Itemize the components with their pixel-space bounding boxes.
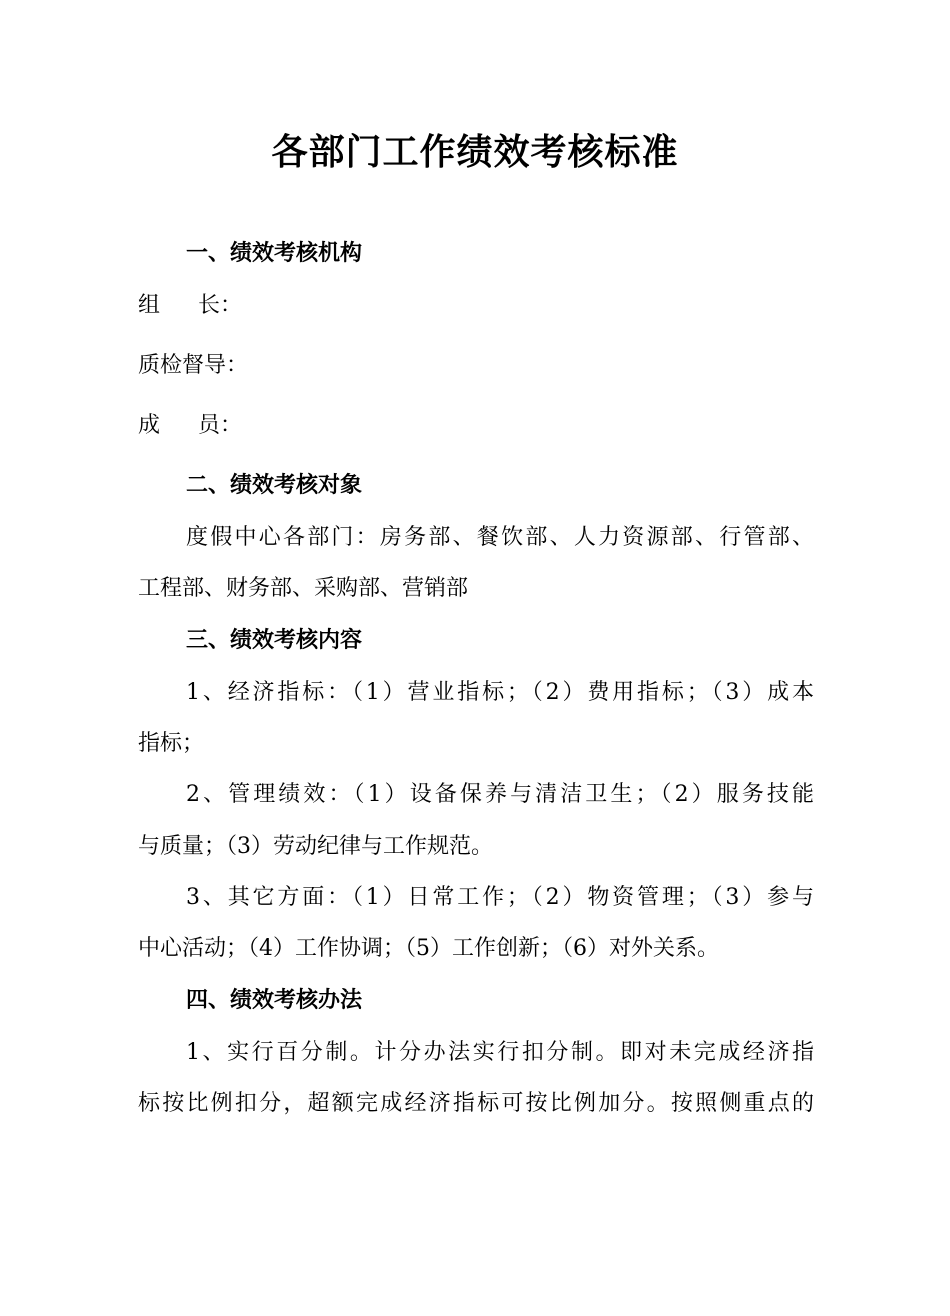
field-label-part: 成 xyxy=(138,413,199,438)
field-colon: ： xyxy=(220,293,243,318)
field-label: 质检督导 xyxy=(138,353,227,378)
paragraph-line: 标按比例扣分，超额完成经济指标可按比例加分。按照侧重点的 xyxy=(138,1091,814,1116)
field-label-part: 组 xyxy=(138,293,199,318)
paragraph-line: 工程部、财务部、采购部、营销部 xyxy=(138,576,469,601)
field-colon: ： xyxy=(220,413,243,438)
section-heading-method: 四、绩效考核办法 xyxy=(186,988,363,1013)
paragraph-line: 1、实行百分制。计分办法实行扣分制。即对未完成经济指 xyxy=(186,1040,814,1065)
field-group-leader xyxy=(138,290,814,322)
paragraph-line: 2、管理绩效：（1）设备保养与清洁卫生；（2）服务技能 xyxy=(186,782,814,807)
document-title: 各部门工作绩效考核标准 xyxy=(271,132,679,173)
section-heading-organization: 一、绩效考核机构 xyxy=(186,241,363,266)
section-heading-targets: 二、绩效考核对象 xyxy=(186,473,363,498)
paragraph-line: 3、其它方面：（1）日常工作；（2）物资管理；（3）参与 xyxy=(186,885,814,910)
field-quality-supervisor xyxy=(138,350,814,382)
section-heading-content: 三、绩效考核内容 xyxy=(186,628,363,653)
paragraph-line: 1、经济指标：（1）营业指标；（2）费用指标；（3）成本 xyxy=(186,680,814,705)
field-label-part: 员 xyxy=(198,413,221,438)
field-colon: ： xyxy=(226,353,249,378)
paragraph-line: 度假中心各部门：房务部、餐饮部、人力资源部、行管部、 xyxy=(186,525,814,550)
paragraph-line: 中心活动；（4）工作协调；（5）工作创新；（6）对外关系。 xyxy=(138,936,719,961)
paragraph-line: 与质量；（3）劳动纪律与工作规范。 xyxy=(138,834,493,859)
field-members xyxy=(138,410,814,442)
paragraph-line: 指标； xyxy=(138,731,205,756)
field-label-part: 长 xyxy=(198,293,221,318)
